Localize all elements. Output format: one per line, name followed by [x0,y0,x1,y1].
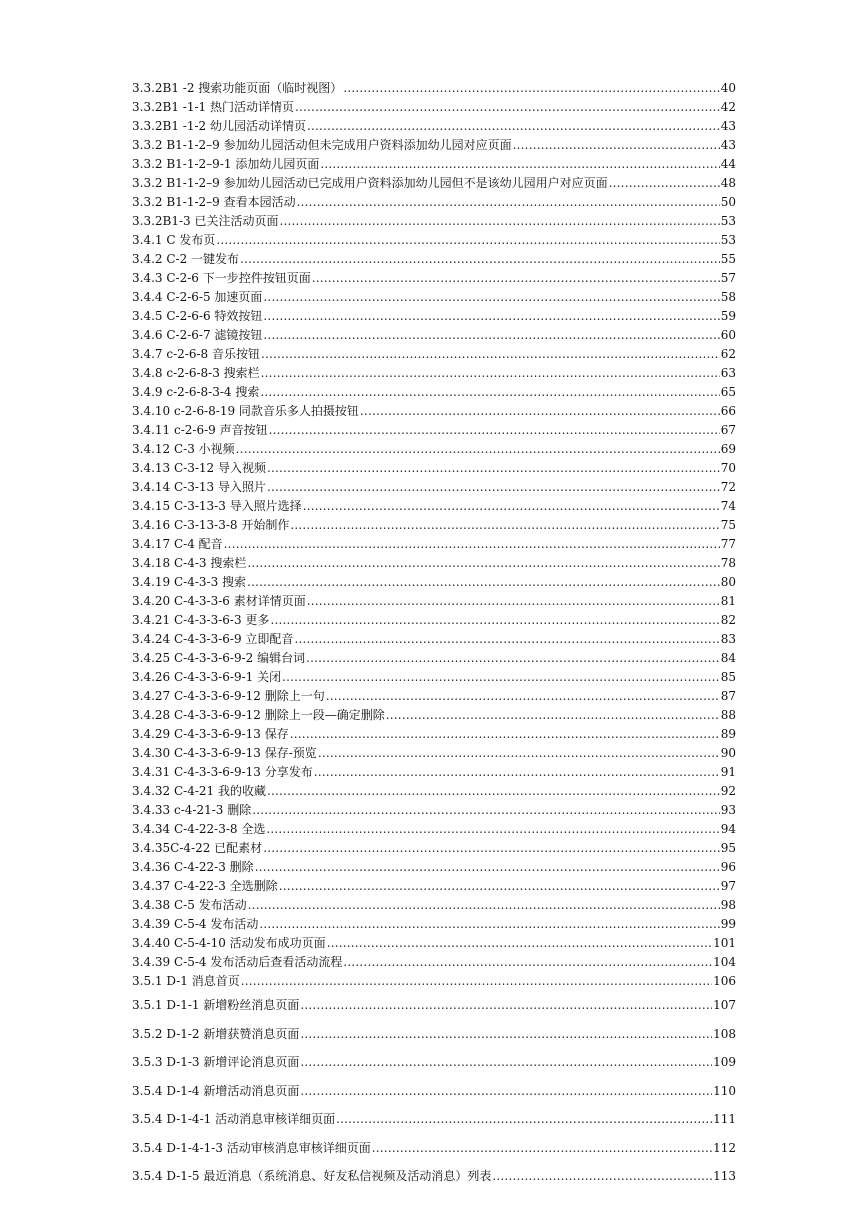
toc-entry-page: 74 [720,499,736,513]
toc-entry-page: 75 [720,518,736,532]
toc-entry-page: 83 [720,632,736,646]
toc-entry-title: 3.3.2B1 -1-2 幼儿园活动详情页 [132,119,306,133]
toc-entry-page: 87 [720,689,736,703]
toc-entry[interactable] [132,801,736,820]
dot-leader [294,630,719,649]
toc-entry-title: 3.4.30 C-4-3-3-6-9-13 保存-预览 [132,746,317,760]
dot-leader [300,1077,712,1106]
toc-entry[interactable] [132,174,736,193]
toc-entry-page: 99 [720,917,736,931]
toc-entry-title: 3.5.4 D-1-5 最近消息（系统消息、好友私信视频及活动消息）列表 [132,1169,492,1183]
table-of-contents [132,79,736,1191]
dot-leader [327,934,712,953]
toc-entry-title: 3.4.36 C-4-22-3 删除 [132,860,254,874]
toc-entry[interactable] [132,687,736,706]
toc-entry-page: 62 [720,347,736,361]
toc-entry[interactable] [132,326,736,345]
dot-leader [318,744,720,763]
toc-entry-page: 43 [720,138,736,152]
dot-leader [252,801,719,820]
dot-leader [248,896,720,915]
toc-entry-page: 88 [720,708,736,722]
toc-entry-page: 80 [720,575,736,589]
toc-entry-title: 3.4.24 C-4-3-3-6-9 立即配音 [132,632,294,646]
toc-entry-page: 44 [720,157,736,171]
toc-entry-page: 82 [720,613,736,627]
toc-entry-page: 108 [713,1026,736,1041]
dot-leader [240,250,720,269]
toc-entry-page: 84 [720,651,736,665]
toc-entry-page: 101 [713,936,736,950]
toc-entry-page: 59 [720,309,736,323]
toc-entry[interactable] [132,1162,736,1191]
toc-entry[interactable] [132,364,736,383]
dot-leader [224,535,720,554]
toc-entry-page: 110 [713,1083,736,1098]
dot-leader [267,782,720,801]
toc-entry[interactable] [132,402,736,421]
toc-entry-page: 113 [713,1169,736,1183]
toc-entry-title: 3.5.4 D-1-4 新增活动消息页面 [132,1083,300,1098]
toc-entry-title: 3.4.26 C-4-3-3-6-9-1 关闭 [132,670,282,684]
toc-entry[interactable] [132,79,736,98]
toc-entry-title: 3.4.12 C-3 小视频 [132,442,235,456]
toc-entry-page: 90 [720,746,736,760]
toc-entry-title: 3.4.39 C-5-4 发布活动后查看活动流程 [132,955,343,969]
dot-leader [300,1020,712,1049]
toc-entry[interactable] [132,440,736,459]
toc-entry[interactable] [132,877,736,896]
toc-entry-title: 3.4.3 C-2-6 下一步控件按钮页面 [132,271,311,285]
toc-entry-page: 91 [720,765,736,779]
toc-entry-title: 3.4.2 C-2 一键发布 [132,252,240,266]
toc-entry-title: 3.5.1 D-1-1 新增粉丝消息页面 [132,998,300,1012]
dot-leader [295,98,720,117]
toc-entry[interactable] [132,136,736,155]
dot-leader [307,117,720,136]
toc-entry-title: 3.5.4 D-1-4-1 活动消息审核详细页面 [132,1112,336,1126]
toc-entry-title: 3.4.21 C-4-3-3-6-3 更多 [132,613,270,627]
toc-entry-page: 55 [720,252,736,266]
dot-leader [307,592,720,611]
dot-leader [297,193,720,212]
dot-leader [261,364,720,383]
toc-entry-title: 3.4.5 C-2-6-6 特效按钮 [132,309,263,323]
dot-leader [492,1162,712,1191]
toc-entry-title: 3.4.16 C-3-13-3-8 开始制作 [132,518,290,532]
toc-entry-title: 3.4.33 c-4-21-3 删除 [132,803,252,817]
toc-entry-page: 72 [720,480,736,494]
toc-entry-page: 109 [713,1055,736,1069]
dot-leader [216,231,719,250]
toc-entry[interactable] [132,858,736,877]
toc-entry-page: 40 [720,81,736,95]
toc-entry[interactable] [132,516,736,535]
toc-entry[interactable] [132,288,736,307]
toc-entry-page: 92 [720,784,736,798]
toc-entry-title: 3.5.2 D-1-2 新增获赞消息页面 [132,1026,300,1041]
toc-entry-title: 3.4.9 c-2-6-8-3-4 搜索 [132,385,260,399]
toc-entry-title: 3.4.20 C-4-3-3-6 素材详情页面 [132,594,306,608]
toc-entry-page: 53 [720,233,736,247]
toc-entry-title: 3.5.1 D-1 消息首页 [132,974,240,988]
dot-leader [260,383,719,402]
toc-entry[interactable] [132,1077,736,1106]
toc-entry-page: 78 [720,556,736,570]
toc-entry-title: 3.4.19 C-4-3-3 搜索 [132,575,247,589]
toc-entry[interactable] [132,1048,736,1077]
toc-entry-page: 77 [720,537,736,551]
toc-entry-title: 3.4.15 C-3-13-3 导入照片选择 [132,499,302,513]
toc-entry-title: 3.4.1 C 发布页 [132,233,216,247]
toc-entry[interactable] [132,1105,736,1134]
dot-leader [306,649,720,668]
toc-entry-page: 48 [720,176,736,190]
dot-leader [255,858,720,877]
toc-entry[interactable] [132,98,736,117]
dot-leader [326,687,720,706]
dot-leader [290,516,719,535]
dot-leader [269,421,720,440]
dot-leader [314,763,720,782]
dot-leader [259,915,719,934]
toc-entry[interactable] [132,1134,736,1163]
toc-entry-title: 3.4.40 C-5-4-10 活动发布成功页面 [132,936,326,950]
toc-entry-title: 3.4.18 C-4-3 搜索栏 [132,556,247,570]
toc-entry-title: 3.4.10 c-2-6-8-19 同款音乐多人拍摄按钮 [132,404,359,418]
dot-leader [290,725,720,744]
toc-entry[interactable] [132,763,736,782]
toc-entry-page: 106 [713,974,736,988]
toc-entry[interactable] [132,250,736,269]
toc-entry-title: 3.3.2 B1-1-2–9-1 添加幼儿园页面 [132,157,320,171]
toc-entry-page: 70 [720,461,736,475]
toc-entry[interactable] [132,934,736,953]
dot-leader [320,155,719,174]
toc-entry-title: 3.4.34 C-4-22-3-8 全选 [132,822,266,836]
toc-entry[interactable] [132,839,736,858]
dot-leader [261,345,720,364]
dot-leader [343,79,719,98]
toc-entry-title: 3.5.4 D-1-4-1-3 活动审核消息审核详细页面 [132,1140,371,1155]
toc-entry-page: 63 [720,366,736,380]
toc-entry-page: 69 [720,442,736,456]
toc-entry-page: 97 [720,879,736,893]
dot-leader [303,497,720,516]
dot-leader [300,991,712,1020]
toc-entry[interactable] [132,915,736,934]
toc-entry-page: 58 [720,290,736,304]
toc-entry-page: 94 [720,822,736,836]
toc-entry-page: 53 [720,214,736,228]
dot-leader [236,440,720,459]
toc-entry[interactable] [132,554,736,573]
dot-leader [263,839,720,858]
toc-entry[interactable] [132,421,736,440]
toc-entry-title: 3.4.14 C-3-13 导入照片 [132,480,266,494]
dot-leader [312,269,720,288]
toc-entry-page: 57 [720,271,736,285]
toc-entry-title: 3.4.7 c-2-6-8 音乐按钮 [132,347,260,361]
toc-entry[interactable] [132,212,736,231]
toc-entry-title: 3.4.35C-4-22 已配素材 [132,841,263,855]
toc-entry[interactable] [132,573,736,592]
dot-leader [282,668,720,687]
dot-leader [280,212,720,231]
toc-entry-title: 3.3.2B1 -2 搜索功能页面（临时视图） [132,81,343,95]
toc-entry-title: 3.4.38 C-5 发布活动 [132,898,247,912]
toc-entry-page: 81 [720,594,736,608]
dot-leader [247,554,719,573]
toc-entry[interactable] [132,497,736,516]
toc-entry[interactable] [132,269,736,288]
toc-entry-page: 85 [720,670,736,684]
dot-leader [300,1048,712,1077]
dot-leader [279,877,720,896]
toc-entry-page: 112 [713,1140,736,1155]
dot-leader [609,174,720,193]
toc-entry[interactable] [132,744,736,763]
toc-entry-page: 43 [720,119,736,133]
toc-entry-title: 3.3.2 B1-1-2–9 查看本园活动 [132,195,296,209]
dot-leader [336,1105,712,1134]
toc-entry-title: 3.4.4 C-2-6-5 加速页面 [132,290,263,304]
dot-leader [263,307,719,326]
toc-entry-page: 67 [720,423,736,437]
toc-entry[interactable] [132,668,736,687]
toc-entry-title: 3.4.29 C-4-3-3-6-9-13 保存 [132,727,289,741]
toc-entry[interactable] [132,345,736,364]
toc-entry-title: 3.4.6 C-2-6-7 滤镜按钮 [132,328,263,342]
toc-entry-page: 60 [720,328,736,342]
toc-entry[interactable] [132,649,736,668]
toc-entry[interactable] [132,117,736,136]
toc-entry-title: 3.4.31 C-4-3-3-6-9-13 分享发布 [132,765,313,779]
toc-entry-page: 95 [720,841,736,855]
toc-entry-title: 3.3.2 B1-1-2–9 参加幼儿园活动已完成用户资料添加幼儿园但不是该幼儿园用户对应页面 [132,176,608,190]
toc-entry[interactable] [132,896,736,915]
toc-entry-title: 3.4.39 C-5-4 发布活动 [132,917,259,931]
toc-entry-title: 3.4.32 C-4-21 我的收藏 [132,784,266,798]
toc-entry[interactable] [132,478,736,497]
toc-entry-page: 42 [720,100,736,114]
toc-entry-page: 98 [720,898,736,912]
dot-leader [241,972,712,991]
toc-entry[interactable] [132,782,736,801]
toc-entry-page: 104 [713,955,736,969]
dot-leader [263,288,719,307]
toc-entry-title: 3.4.37 C-4-22-3 全选删除 [132,879,278,893]
toc-entry-title: 3.4.8 c-2-6-8-3 搜索栏 [132,366,260,380]
dot-leader [360,402,720,421]
toc-entry-page: 50 [720,195,736,209]
toc-entry[interactable] [132,231,736,250]
toc-entry-title: 3.4.17 C-4 配音 [132,537,223,551]
toc-entry-page: 107 [713,998,736,1012]
dot-leader [270,611,719,630]
toc-entry-page: 65 [720,385,736,399]
toc-entry[interactable] [132,991,736,1020]
toc-entry-title: 3.3.2B1-3 已关注活动页面 [132,214,279,228]
toc-entry-title: 3.4.28 C-4-3-3-6-9-12 删除上一段—确定删除 [132,708,385,722]
dot-leader [513,136,720,155]
toc-entry[interactable] [132,307,736,326]
toc-entry[interactable] [132,459,736,478]
dot-leader [386,706,720,725]
toc-entry[interactable] [132,725,736,744]
toc-entry[interactable] [132,706,736,725]
toc-entry[interactable] [132,193,736,212]
toc-entry-page: 111 [713,1112,736,1126]
dot-leader [266,820,719,839]
toc-entry[interactable] [132,972,736,991]
dot-leader [267,459,720,478]
toc-entry-page: 66 [720,404,736,418]
toc-entry[interactable] [132,155,736,174]
toc-entry-page: 96 [720,860,736,874]
toc-entry[interactable] [132,953,736,972]
toc-entry-title: 3.3.2 B1-1-2–9 参加幼儿园活动但未完成用户资料添加幼儿园对应页面 [132,138,512,152]
toc-entry[interactable] [132,820,736,839]
toc-entry-title: 3.4.27 C-4-3-3-6-9-12 删除上一句 [132,689,325,703]
toc-entry-title: 3.5.3 D-1-3 新增评论消息页面 [132,1055,300,1069]
toc-entry[interactable] [132,1020,736,1049]
toc-entry-title: 3.4.11 c-2-6-9 声音按钮 [132,423,268,437]
toc-entry[interactable] [132,611,736,630]
toc-entry-title: 3.4.13 C-3-12 导入视频 [132,461,266,475]
toc-entry-page: 89 [720,727,736,741]
dot-leader [263,326,719,345]
dot-leader [372,1134,712,1163]
dot-leader [343,953,712,972]
toc-entry-page: 93 [720,803,736,817]
toc-entry-title: 3.3.2B1 -1-1 热门活动详情页 [132,100,294,114]
toc-entry-title: 3.4.25 C-4-3-3-6-9-2 编辑台词 [132,651,306,665]
toc-entry[interactable] [132,630,736,649]
toc-entry[interactable] [132,535,736,554]
dot-leader [267,478,720,497]
dot-leader [247,573,720,592]
toc-entry[interactable] [132,592,736,611]
toc-entry[interactable] [132,383,736,402]
